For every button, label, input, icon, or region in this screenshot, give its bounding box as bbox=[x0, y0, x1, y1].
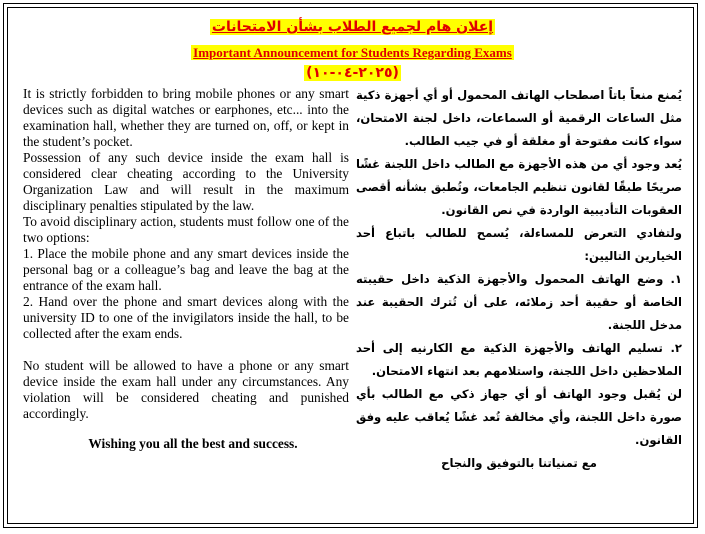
arabic-closing: مع تمنياتنا بالتوفيق والنجاح bbox=[441, 456, 597, 470]
arabic-option-2: ٢. تسليم الهاتف والأجهزة الذكية مع الكارنيه إلى أحد الملاحظين داخل اللجنة، واستلامهم بعد انتهاء الامتحان. bbox=[356, 341, 682, 378]
arabic-paragraph-options-intro: ولتفادي التعرض للمساءلة، يُسمح للطالب باتباع أحد الخيارين التاليين: bbox=[356, 226, 682, 263]
arabic-option-1: ١. وضع الهاتف المحمول والأجهزة الذكية داخل حقيبته الخاصة أو حقيبة أحد زملائه، على أن تُترك الحقيبة عند مدخل اللجنة. bbox=[356, 272, 682, 332]
title-english bbox=[0, 44, 705, 62]
announcement-date bbox=[0, 64, 705, 82]
english-closing: Wishing you all the best and success. bbox=[88, 436, 298, 451]
arabic-column bbox=[356, 84, 682, 475]
english-paragraph-warning: No student will be allowed to have a phone or any smart device inside the exam hall under any circumstances. Any violation will be considered cheating and punished accordingly. bbox=[23, 358, 349, 421]
arabic-paragraph-cheating: يُعد وجود أي من هذه الأجهزة مع الطالب داخل اللجنة غشًا صريحًا طبقًا لقانون تنظيم الجامعات، وتُطبق بشأنه أقصى العقوبات التأديبية الواردة في نص القانون. bbox=[356, 157, 682, 217]
title-arabic-text: إعلان هام لجميع الطلاب بشأن الامتحانات bbox=[211, 19, 494, 35]
english-option-1: 1. Place the mobile phone and any smart devices inside the personal bag or a colleague’s bag and leave the bag at the entrance of the exam hall. bbox=[23, 246, 349, 293]
english-column bbox=[23, 86, 349, 452]
english-paragraph-options-intro: To avoid disciplinary action, students must follow one of the two options: bbox=[23, 214, 349, 245]
english-option-2: 2. Hand over the phone and smart devices along with the university ID to one of the invigilators inside the hall, to be collected after the exam ends. bbox=[23, 294, 349, 341]
title-arabic bbox=[0, 18, 705, 36]
english-paragraph-ban: It is strictly forbidden to bring mobile phones or any smart devices such as digital watches or earphones, etc... into the examination hall, whether they are turned on, off, or kept in the student’s pocket. bbox=[23, 86, 349, 149]
title-english-text: Important Announcement for Students Regarding Exams bbox=[193, 45, 512, 60]
arabic-paragraph-warning: لن يُقبل وجود الهاتف أو أي جهاز ذكي مع الطالب بأي صورة داخل اللجنة، وأي مخالفة تُعد غشًا يُعاقب عليه وفق القانون. bbox=[356, 387, 682, 447]
english-paragraph-cheating: Possession of any such device inside the exam hall is considered clear cheating according to the University Organization Law and will result in the maximum disciplinary penalties stipulated by the law. bbox=[23, 150, 349, 213]
arabic-paragraph-ban: يُمنع منعاً باتاً اصطحاب الهاتف المحمول أو أي أجهزة ذكية مثل الساعات الرقمية أو السماعات، داخل لجنة الامتحان، سواء كانت مفتوحة أو مغلقة أو في جيب الطالب. bbox=[356, 88, 682, 148]
announcement-date-text: (٢٠٢٥-٠٤-١٠) bbox=[306, 65, 399, 81]
paragraph-spacer bbox=[23, 342, 349, 358]
